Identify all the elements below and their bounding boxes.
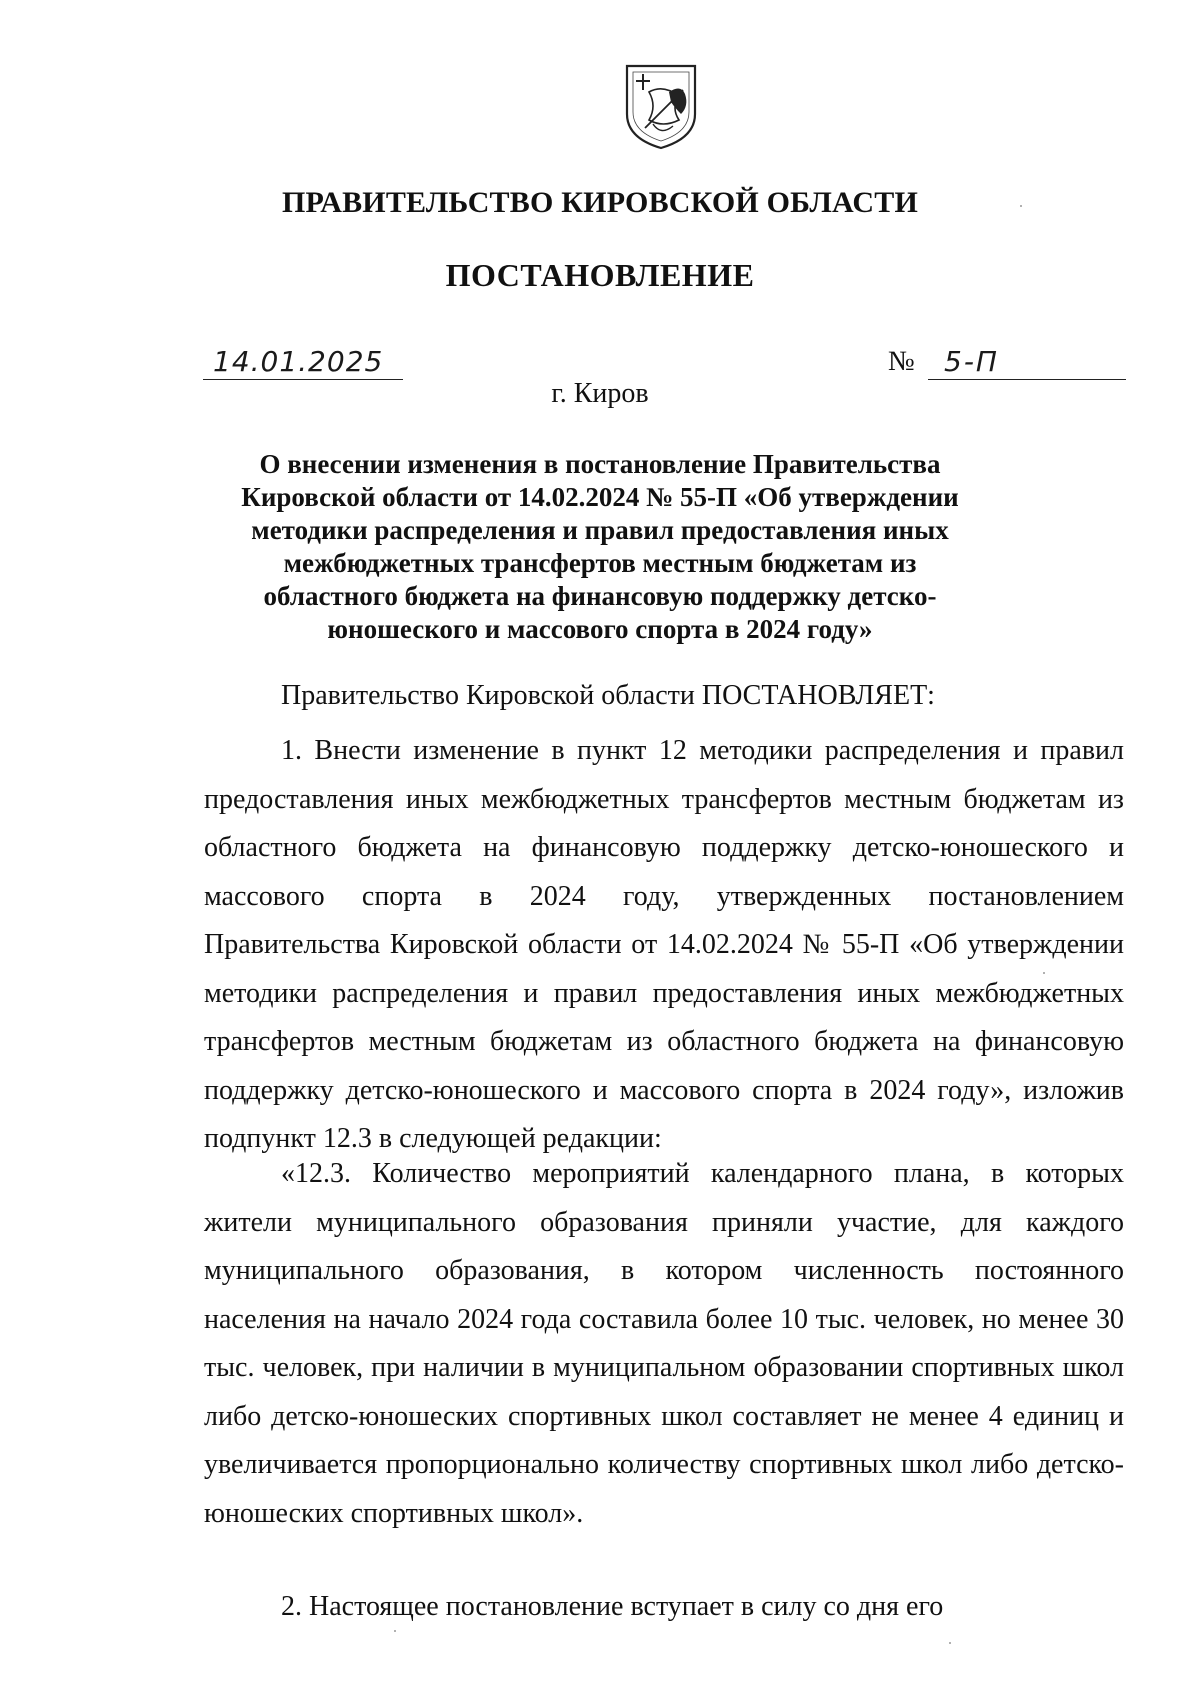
kirov-coat-of-arms-icon [623, 62, 699, 152]
scan-speck [394, 1630, 396, 1632]
scan-speck [1043, 972, 1045, 974]
document-type-heading: ПОСТАНОВЛЕНИЕ [445, 257, 755, 293]
paragraph-1: 1. Внести изменение в пункт 12 методики распределения и правил предоставления иных межбюджетных трансфертов местным бюджетам из областного бюджета на финансовую поддержку детско-юношеского и массового спорта в 2024 году, утвержденных постановлением Правительства Кировской области от 14.02.2024 № 55-П «Об утверждении методики распределения и правил предоставления иных межбюджетных трансфертов местным бюджетам из областного бюджета на финансовую поддержку детско-юношеского и массового спорта в 2024 году», изложив подпункт 12.3 в следующей редакции: [204, 735, 1124, 1154]
paragraph-2: 2. Настоящее постановление вступает в силу со дня его [281, 1591, 944, 1622]
paragraph-12-3: «12.3. Количество мероприятий календарного плана, в которых жители муниципального образования приняли участие, для каждого муниципального образования, в котором численность постоянного населения на начало 2024 года составила более 10 тыс. человек, но менее 30 тыс. человек, при наличии в муниципальном образовании спортивных школ либо детско-юношеских спортивных школ составляет не менее 4 единиц и увеличивается пропорционально количеству спортивных школ либо детско-юношеских спортивных школ». [204, 1158, 1124, 1529]
scan-speck [949, 1642, 951, 1644]
number-sign: № [888, 346, 915, 377]
document-subject: О внесении изменения в постановление Правительства Кировской области от 14.02.2024 № 55-П «Об утверждении методики распределения и правил предоставления иных межбюджетных трансфертов местным бюджетам из областного бюджета на финансовую поддержку детско-юношеского и массового спорта в 2024 году» [241, 449, 959, 644]
handwritten-date: 14.01.2025 [213, 345, 384, 378]
scan-speck [1020, 205, 1022, 207]
handwritten-number: 5-П [944, 345, 999, 378]
city-label: г. Киров [551, 378, 649, 409]
preamble-text: Правительство Кировской области ПОСТАНОВЛЯЕТ: [281, 680, 935, 711]
organization-title: ПРАВИТЕЛЬСТВО КИРОВСКОЙ ОБЛАСТИ [282, 186, 918, 219]
